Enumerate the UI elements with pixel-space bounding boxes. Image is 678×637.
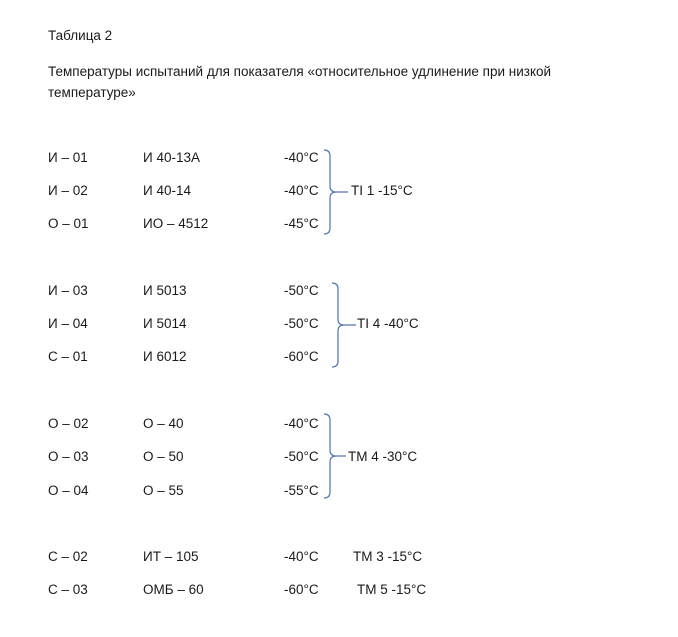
sample-code: С – 03 — [48, 582, 88, 597]
test-temperature: -40°C — [284, 150, 319, 165]
sample-code: С – 02 — [48, 549, 88, 564]
test-temperature: -45°C — [284, 216, 319, 231]
material-name: ОМБ – 60 — [143, 582, 204, 597]
test-temperature: -40°C — [284, 183, 319, 198]
test-temperature: -40°C — [284, 416, 319, 431]
material-name: И 6012 — [143, 349, 187, 364]
table-subtitle: Температуры испытаний для показателя «относительное удлинение при низкой температуре» — [48, 64, 552, 100]
material-name: И 5013 — [143, 283, 187, 298]
group-standard-label: TM 4 -30°C — [348, 449, 418, 464]
material-name: О – 50 — [143, 449, 184, 464]
test-temperature: -50°C — [284, 283, 319, 298]
sample-code: О – 03 — [48, 449, 89, 464]
material-name: И 5014 — [143, 316, 187, 331]
test-temperature: -50°C — [284, 449, 319, 464]
sample-code: И – 01 — [48, 150, 88, 165]
group-standard-label: TI 1 -15°C — [351, 183, 413, 198]
sample-code: И – 04 — [48, 316, 88, 331]
table-caption: Таблица 2 — [48, 28, 113, 43]
material-name: ИТ – 105 — [143, 549, 199, 564]
group-standard-label: TI 4 -40°C — [357, 316, 419, 331]
test-temperature: -55°C — [284, 483, 319, 498]
table-row — [0, 549, 678, 565]
row-standard-label: TM 3 -15°C — [353, 549, 423, 564]
group-brace — [330, 281, 360, 369]
sample-code: И – 03 — [48, 283, 88, 298]
material-name: О – 40 — [143, 416, 184, 431]
test-temperature: -40°C — [284, 549, 319, 564]
test-temperature: -50°C — [284, 316, 319, 331]
table-row — [0, 582, 678, 598]
material-name: ИО – 4512 — [143, 216, 209, 231]
sample-code: О – 01 — [48, 216, 89, 231]
material-name: И 40-13А — [143, 150, 200, 165]
row-standard-label: TM 5 -15°C — [357, 582, 427, 597]
sample-code: О – 04 — [48, 483, 89, 498]
test-temperature: -60°C — [284, 582, 319, 597]
material-name: И 40-14 — [143, 183, 191, 198]
material-name: О – 55 — [143, 483, 184, 498]
test-temperature: -60°C — [284, 349, 319, 364]
sample-code: О – 02 — [48, 416, 89, 431]
sample-code: С – 01 — [48, 349, 88, 364]
group-brace — [322, 148, 352, 236]
sample-code: И – 02 — [48, 183, 88, 198]
